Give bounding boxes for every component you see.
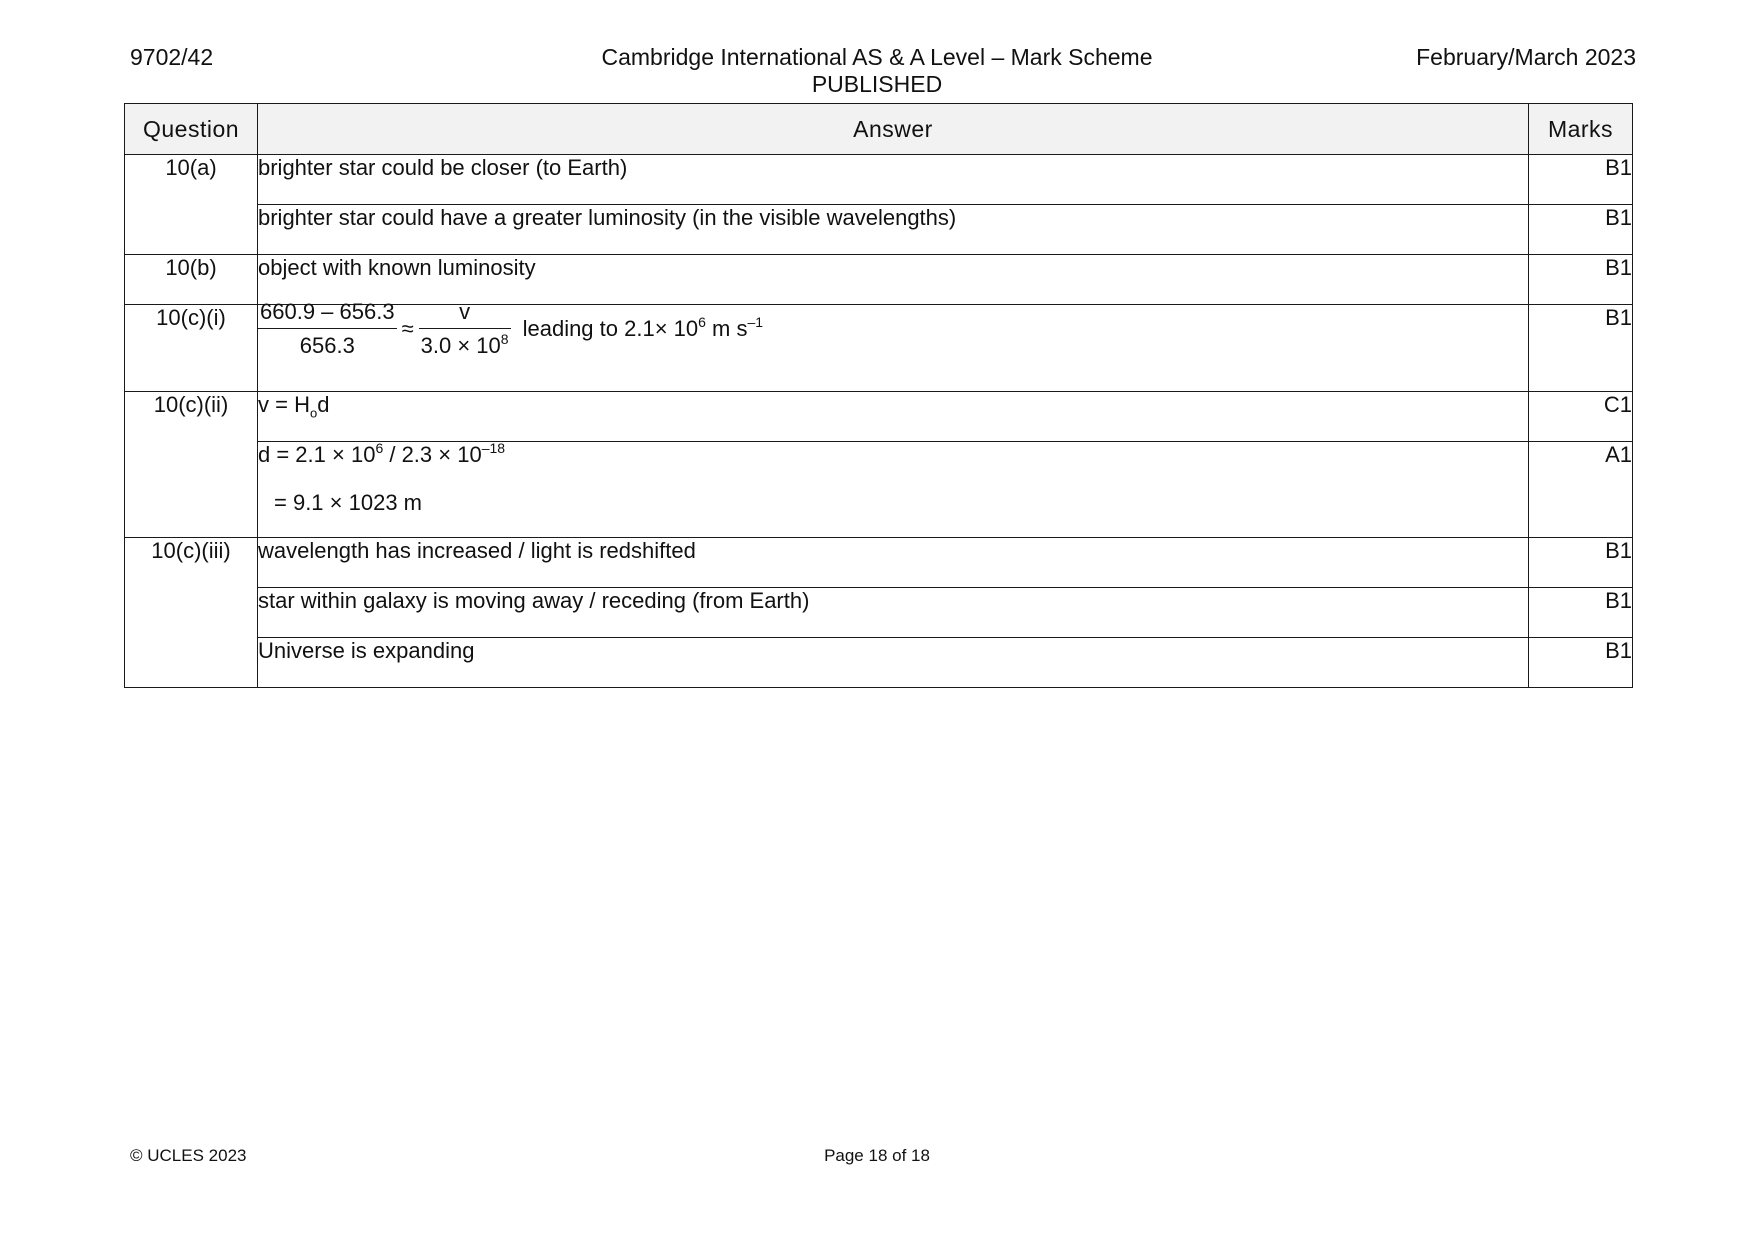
result-unit: m s [705, 316, 748, 341]
exam-session: February/March 2023 [1416, 44, 1636, 70]
calc-exponent-2: –18 [481, 439, 506, 456]
question-label: 10(c)(i) [125, 305, 258, 392]
header-title: Cambridge International AS & A Level – Mark Scheme [601, 44, 1153, 70]
velocity-fraction [419, 299, 511, 359]
calc-part-2: / 2.3 × 10 [383, 442, 482, 467]
header-subtitle: PUBLISHED [811, 71, 943, 97]
mark-cell: A1 [1529, 442, 1633, 538]
mark-scheme-table [124, 103, 1633, 688]
table-row [125, 205, 1633, 255]
mark-cell: B1 [1529, 638, 1633, 688]
mark-cell: B1 [1529, 255, 1633, 305]
table-row [125, 442, 1633, 538]
table-row [125, 155, 1633, 205]
mark-cell: B1 [1529, 205, 1633, 255]
calc-part-1: d = 2.1 × 10 [258, 442, 376, 467]
answer-cell: brighter star could be closer (to Earth) [258, 155, 1529, 205]
column-header-question: Question [125, 104, 258, 155]
answer-cell: Universe is expanding [258, 638, 1529, 688]
table-row [125, 392, 1633, 442]
question-label: 10(c)(ii) [125, 392, 258, 538]
result-text [522, 313, 764, 342]
denominator-base: 3.0 × 10 [420, 333, 501, 358]
hubble-law-pre: v = H [258, 392, 310, 417]
mark-cell: B1 [1529, 305, 1633, 392]
question-label: 10(c)(iii) [125, 538, 258, 688]
table-row [125, 305, 1633, 392]
mark-cell: B1 [1529, 588, 1633, 638]
approx-symbol: ≈ [401, 316, 414, 341]
question-label: 10(a) [125, 155, 258, 255]
mark-cell: B1 [1529, 538, 1633, 588]
mark-cell: B1 [1529, 155, 1633, 205]
answer-cell-equation [258, 299, 1529, 392]
fraction-denominator [419, 329, 511, 359]
answer-cell: wavelength has increased / light is redshifted [258, 538, 1529, 588]
copyright-notice: © UCLES 2023 [130, 1146, 247, 1165]
mark-cell: C1 [1529, 392, 1633, 442]
fraction-numerator: v [419, 299, 511, 329]
denominator-exponent: 8 [500, 330, 509, 347]
answer-cell [258, 439, 1529, 538]
hubble-law-post: d [317, 392, 330, 417]
table-row [125, 255, 1633, 305]
answer-cell: object with known luminosity [258, 255, 1529, 305]
question-label: 10(b) [125, 255, 258, 305]
answer-cell [258, 392, 1529, 442]
wavelength-fraction [258, 299, 397, 359]
doppler-equation [258, 299, 1528, 367]
page-number: Page 18 of 18 [824, 1146, 930, 1165]
fraction-denominator: 656.3 [299, 333, 355, 358]
column-header-marks: Marks [1529, 104, 1633, 155]
result-value: leading to 2.1× 10 [522, 316, 699, 341]
table-row [125, 588, 1633, 638]
calc-exponent-1: 6 [375, 439, 384, 456]
distance-result: = 9.1 × 1023 m [274, 490, 422, 515]
paper-code: 9702/42 [130, 44, 214, 70]
distance-calculation [258, 439, 1528, 468]
table-header-row [125, 104, 1633, 155]
fraction-numerator: 660.9 – 656.3 [258, 299, 397, 329]
table-row [125, 638, 1633, 688]
result-exponent: 6 [698, 313, 706, 330]
column-header-answer: Answer [258, 104, 1529, 155]
result-unit-exponent: –1 [747, 313, 764, 330]
answer-cell: star within galaxy is moving away / receding (from Earth) [258, 588, 1529, 638]
hubble-law-subscript: o [309, 405, 318, 421]
answer-cell: brighter star could have a greater luminosity (in the visible wavelengths) [258, 205, 1529, 255]
table-row [125, 538, 1633, 588]
